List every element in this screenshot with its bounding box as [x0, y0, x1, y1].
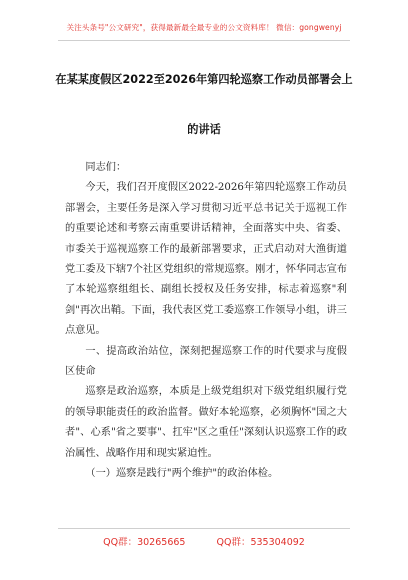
header-divider — [58, 40, 350, 41]
footer-qq-group-2: QQ群：535304092 — [216, 537, 305, 548]
footer-qq-group-1: QQ群：30265665 — [103, 537, 186, 548]
paragraph-2: 巡察是政治巡察，本质是上级党组织对下级党组织履行党的领导职能责任的政治监督。做好本轮巡察，必须胸怀"国之大者"、心系"省之要事"、扛牢"区之重任"深刻认识巡察工作的政治属性、战略作用和现实紧迫性。 — [65, 386, 347, 459]
document-body — [65, 158, 347, 485]
subsection-heading-1: （一）巡察是践行"两个维护"的政治体检。 — [85, 468, 279, 480]
footer-divider — [58, 528, 350, 529]
document-title-line2: 的讲话 — [187, 123, 221, 136]
footer — [0, 534, 408, 548]
paragraph-intro: 今天，我们召开度假区2022-2026年第四轮巡察工作动员部署会，主要任务是深入学习贯彻习近平总书记关于巡视工作的重要论述和考察云南重要讲话精神，全面落实中央、省委、市委关于巡视巡察工作的最新部署要求，正式启动对大渔街道党工委及下辖7个社区党组织的常规巡察。刚才，怀华同志宣布了本轮巡察组组长、副组长授权及任务安排，标志着巡察"利剑"再次出鞘。下面，我代表区党工委巡察工作领导小组，讲三点意见。 — [65, 182, 347, 337]
salutation: 同志们： — [85, 162, 127, 173]
header-banner: 关注头条号"公文研究"，获得最新最全最专业的公文资料库！ 微信：gongwenyj — [66, 23, 342, 32]
document-title-line1: 在某某度假区2022至2026年第四轮巡察工作动员部署会上 — [55, 73, 353, 86]
section-heading-1: 一、提高政治站位，深刻把握巡察工作的时代要求与度假区使命 — [65, 345, 347, 378]
